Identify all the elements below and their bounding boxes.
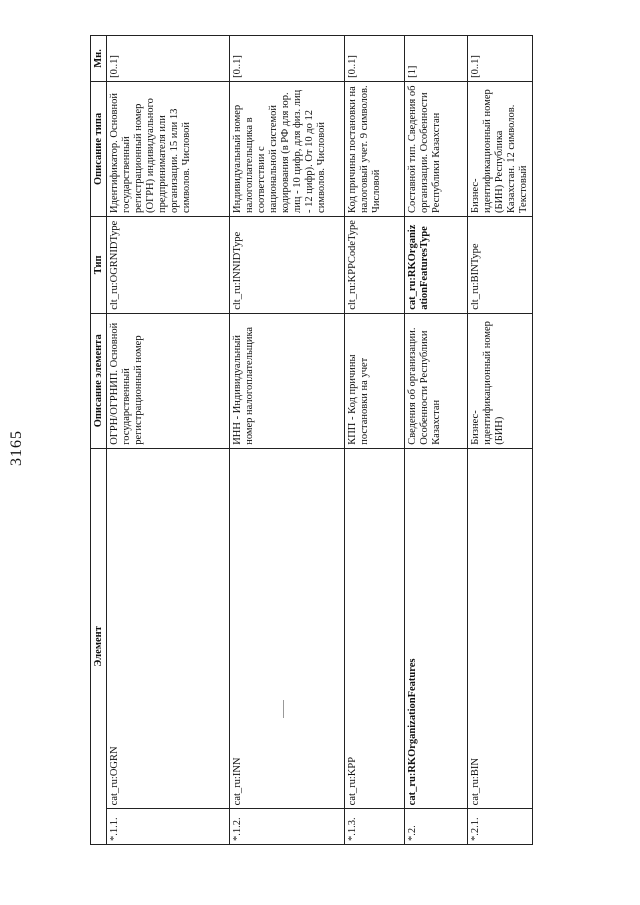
header-type-desc: Описание типа <box>91 81 107 216</box>
table-row <box>107 36 230 845</box>
row-number: *.1.3. <box>345 809 405 845</box>
header-element-desc: Описание элемента <box>91 313 107 448</box>
type-name: clt_ru:BINType <box>468 216 533 313</box>
header-type: Тип <box>91 216 107 313</box>
type-description: Код причины постановки на налоговый учет. 9 символов. Числовой <box>345 81 405 216</box>
table-row <box>405 36 468 845</box>
element-name: cat_ru:KPP <box>345 448 405 809</box>
table-row <box>345 36 405 845</box>
rotated-table-sheet <box>90 35 529 845</box>
type-name: clt_ru:KPPCodeType <box>345 216 405 313</box>
header-mult: Мн. <box>91 36 107 82</box>
element-description: ИНН - Индивидуальный номер налогоплательщика <box>230 313 345 448</box>
table-row <box>468 36 533 845</box>
type-name: cat_ru:RKOrganizationFeaturesType <box>405 216 468 313</box>
type-name: clt_ru:INNIDType <box>230 216 345 313</box>
type-name: clt_ru:OGRNIDType <box>107 216 230 313</box>
multiplicity: [1] <box>405 36 468 82</box>
type-description: Бизнес-идентификационный номер (БИН) Республика Казахстан. 12 символов. Текстовый <box>468 81 533 216</box>
multiplicity: [0..1] <box>345 36 405 82</box>
table-header-row <box>91 36 107 845</box>
type-description: Составной тип. Сведения об организации. Особенности Республики Казахстан <box>405 81 468 216</box>
element-name: cat_ru:BIN <box>468 448 533 809</box>
multiplicity: [0..1] <box>230 36 345 82</box>
row-number: *.1.1. <box>107 809 230 845</box>
type-description: Идентификатор. Основной государственный регистрационный номер (ОГРН) индивидуального предпринимателя или организации. 15 или 13 символов. Числовой <box>107 81 230 216</box>
table-row <box>230 36 345 845</box>
page-number: 3165 <box>8 430 25 466</box>
multiplicity: [0..1] <box>107 36 230 82</box>
element-description: Сведения об организации. Особенности Республики Казахстан <box>405 313 468 448</box>
element-description: ОГРН/ОГРНИП. Основной государственный регистрационный номер <box>107 313 230 448</box>
multiplicity: [0..1] <box>468 36 533 82</box>
row-number: *.2.1. <box>468 809 533 845</box>
type-description: Индивидуальный номер налогоплательщика в соответствии с национальной системой кодирования (в РФ для юр. лиц - 10 цифр, для физ. лиц - 12 цифр). От 10 до 12 символов. Числовой <box>230 81 345 216</box>
schema-table <box>90 35 533 845</box>
element-description: Бизнес-идентификационный номер (БИН) <box>468 313 533 448</box>
row-number: *.2. <box>405 809 468 845</box>
element-name: cat_ru:INN <box>230 448 345 809</box>
element-description: КПП - Код причины постановки на учет <box>345 313 405 448</box>
row-number: *.1.2. <box>230 809 345 845</box>
header-element: Элемент <box>91 448 107 844</box>
element-name: cat_ru:OGRN <box>107 448 230 809</box>
element-name: cat_ru:RKOrganizationFeatures <box>405 448 468 809</box>
